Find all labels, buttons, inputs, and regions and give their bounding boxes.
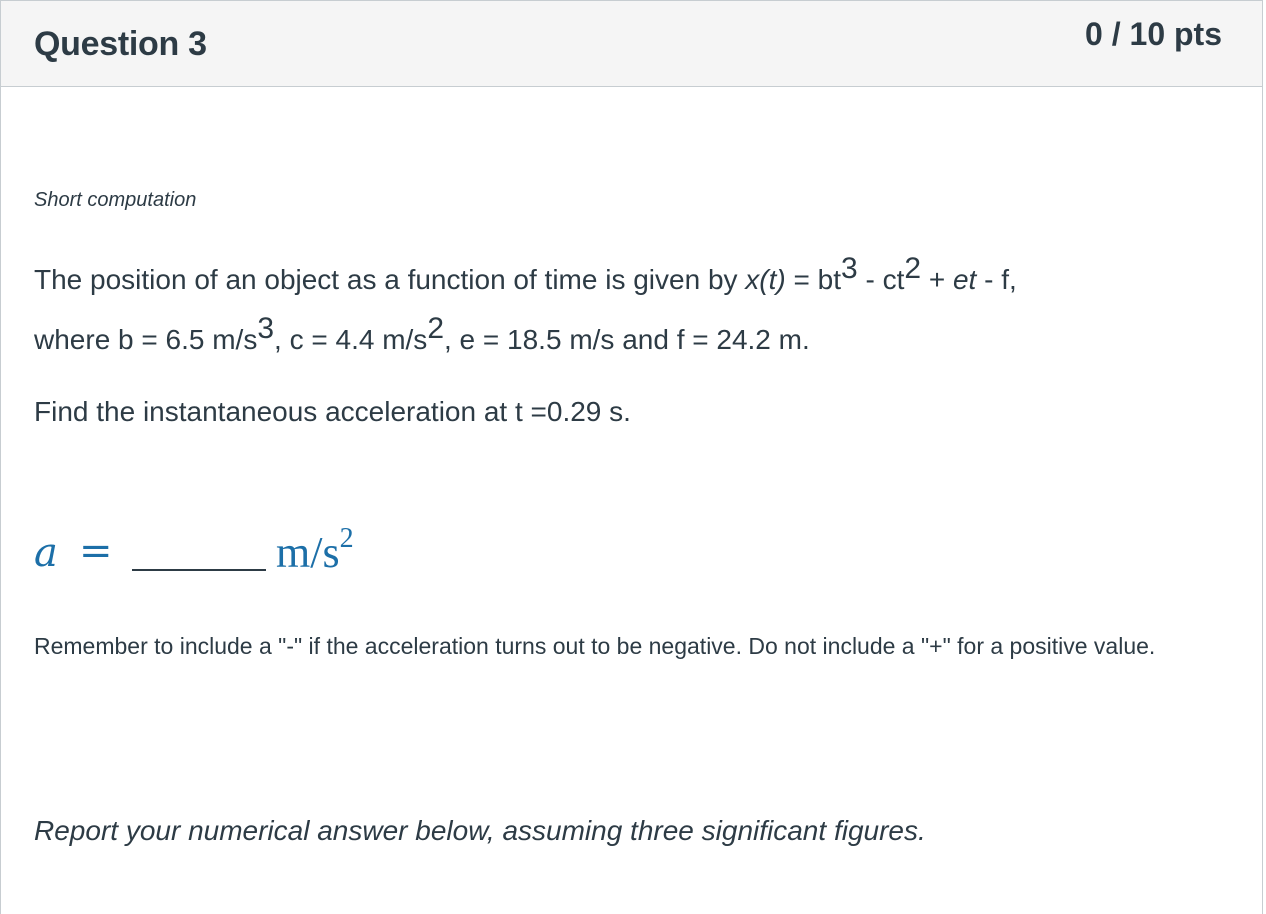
unit-base: m/s <box>276 528 340 577</box>
problem-text: , e = 18.5 m/s and f = 24.2 m. <box>444 324 810 355</box>
problem-text: - ct <box>857 264 905 295</box>
question-header <box>1 1 1262 87</box>
answer-blank[interactable] <box>132 569 266 571</box>
sign-note: Remember to include a "-" if the acceleration turns out to be negative. Do not include a "+" for a positive value. <box>34 633 1156 659</box>
equals-sign: = <box>79 528 113 574</box>
exponent: 3 <box>841 252 858 285</box>
unit-label <box>276 523 354 579</box>
question-title: Question 3 <box>34 25 207 63</box>
problem-text: where b = 6.5 m/s <box>34 324 258 355</box>
problem-statement-line-2 <box>34 312 810 358</box>
answer-variable: a <box>34 530 58 576</box>
variable-term: et <box>952 264 977 295</box>
function-notation: x(t) <box>745 264 786 295</box>
exponent: 2 <box>904 252 922 285</box>
problem-text: + <box>921 264 953 295</box>
exponent: 3 <box>257 312 275 345</box>
exponent: 2 <box>427 312 444 345</box>
problem-statement-line-1 <box>34 252 1017 298</box>
problem-text: - f, <box>976 264 1017 295</box>
question-type-label: Short computation <box>34 189 197 211</box>
question-points: 0 / 10 pts <box>1085 16 1222 52</box>
answer-row <box>34 523 434 587</box>
report-instruction: Report your numerical answer below, assuming three significant figures. <box>34 815 926 846</box>
unit-exponent: 2 <box>339 523 354 554</box>
problem-question: Find the instantaneous acceleration at t =0.29 s. <box>34 396 631 427</box>
problem-text: = bt <box>785 264 841 295</box>
problem-text: , c = 4.4 m/s <box>274 324 428 355</box>
problem-text: The position of an object as a function of time is given by <box>34 264 746 295</box>
